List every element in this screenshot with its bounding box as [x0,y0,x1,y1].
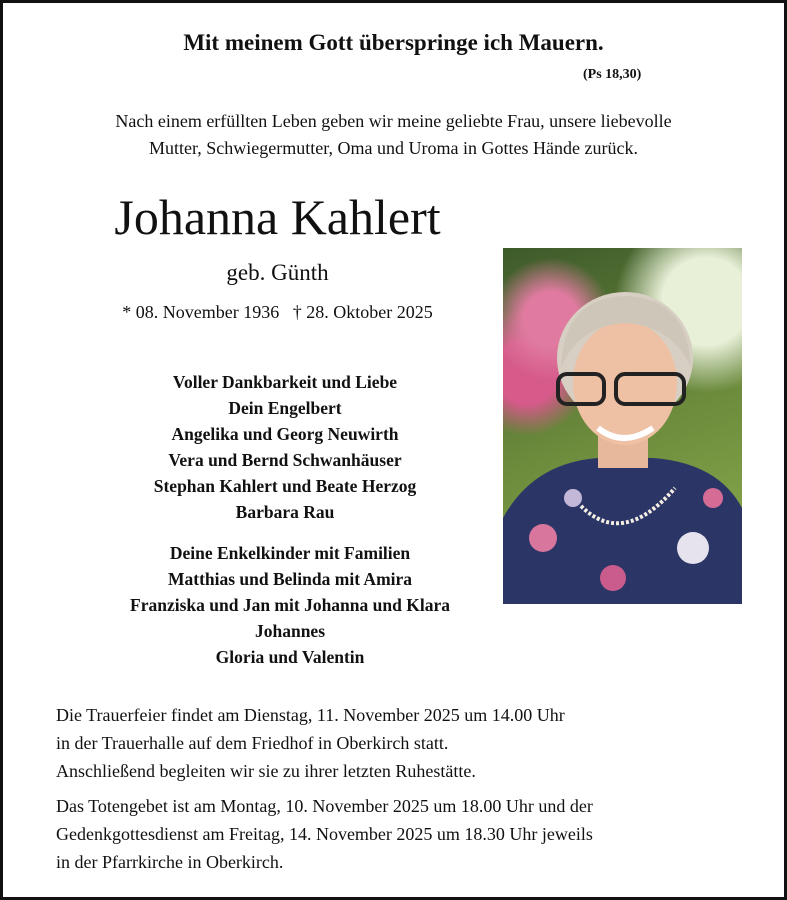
info-line: in der Pfarrkirche in Oberkirch. [56,852,284,872]
family-group-2 [40,540,540,670]
family-line: Stephan Kahlert und Beate Herzog [153,476,417,496]
maiden-name: geb. Günth [226,260,329,285]
motto: Mit meinem Gott überspringe ich Mauern. [183,30,604,55]
intro-line: Nach einem erfüllten Leben geben wir meine geliebte Frau, unsere liebevolle [115,111,672,131]
info-line: Gedenkgottesdienst am Freitag, 14. November 2025 um 18.30 Uhr jeweils [56,824,593,844]
family-line: Johannes [254,621,326,641]
family-line: Voller Dankbarkeit und Liebe [172,372,398,392]
portrait-photo [503,248,742,604]
family-group-1 [40,369,530,525]
info-line: Die Trauerfeier findet am Dienstag, 11. November 2025 um 14.00 Uhr [56,705,565,725]
family-line: Gloria und Valentin [215,647,365,667]
family-line: Vera und Bernd Schwanhäuser [168,450,402,470]
motto-reference: (Ps 18,30) [583,67,642,82]
family-line: Barbara Rau [235,502,335,522]
prayer-info [56,792,593,876]
funeral-info [56,701,565,785]
family-line: Dein Engelbert [228,398,342,418]
deceased-name: Johanna Kahlert [114,189,441,245]
info-line: in der Trauerhalle auf dem Friedhof in Oberkirch statt. [56,733,449,753]
intro-line: Mutter, Schwiegermutter, Oma und Uroma in Gottes Hände zurück. [149,138,638,158]
family-line: Deine Enkelkinder mit Familien [169,543,411,563]
family-line: Franziska und Jan mit Johanna und Klara [130,595,450,615]
info-line: Anschließend begleiten wir sie zu ihrer letzten Ruhestätte. [56,761,476,781]
life-dates: * 08. November 1936 † 28. Oktober 2025 [122,302,433,322]
info-line: Das Totengebet ist am Montag, 10. November 2025 um 18.00 Uhr und der [56,796,593,816]
family-line: Angelika und Georg Neuwirth [171,424,399,444]
intro-text [0,108,787,162]
family-line: Matthias und Belinda mit Amira [167,569,413,589]
